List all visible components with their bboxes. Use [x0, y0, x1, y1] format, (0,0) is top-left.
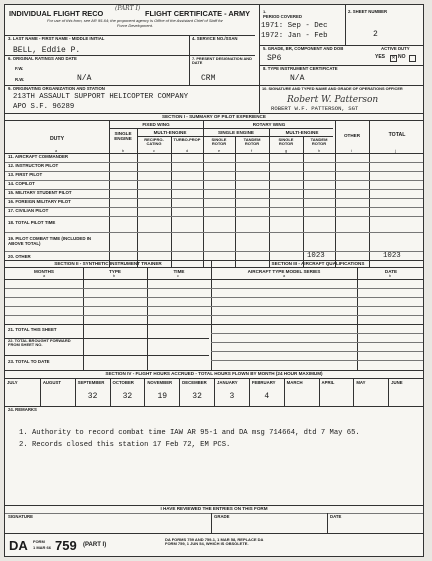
month-cell-october [110, 378, 145, 406]
ratings-label: 6. ORIGINAL RATINGS AND DATE [8, 56, 77, 61]
col-letter-j: j [395, 149, 396, 153]
footer-part: (PART I) [83, 542, 107, 548]
month-cell-december [179, 378, 214, 406]
section3-title: SECTION III - AIRCRAFT QUALIFICATIONS [271, 261, 365, 266]
active-no-checkbox[interactable] [409, 55, 416, 62]
month-cell-january [214, 378, 249, 406]
month-label: MARCH [286, 380, 303, 385]
ops-signature: Robert W. Patterson [287, 95, 379, 105]
instrument-value: N/A [290, 74, 305, 83]
months-header: MONTHS [34, 269, 54, 274]
row-foreign-military-pilot: 16. FOREIGN MILITARY PILOT [8, 199, 71, 204]
remarks-line-1: 1. Authority to record combat time IAW AR 95-1 and DA msg 714664, dtd 7 May 65. [19, 429, 360, 437]
row-total-pilot-time: 18. TOTAL PILOT TIME [8, 220, 56, 225]
footer-form-date: 1 MAR 66 [33, 545, 52, 550]
period-line-1: 1971: Sep - Dec [261, 22, 328, 30]
form-title-left: INDIVIDUAL FLIGHT RECO [9, 9, 104, 18]
footer-form-label: FORM [33, 539, 45, 544]
footer-replaces: DA FORMS 759 AND 759-1, 1 MAR 58, REPLACE DA FORM 759, 1 JUN 54, WHICH IS OBSOLETE. [165, 537, 264, 547]
month-cell-june [388, 378, 423, 406]
sheet-label: 2. SHEET NUMBER [348, 9, 388, 14]
name-value: BELL, Eddie P. [13, 46, 81, 55]
month-label: DECEMBER [182, 380, 207, 385]
active-no: NO [398, 54, 406, 60]
instrument-label: 8. TYPE INSTRUMENT CERTIFICATE [263, 66, 338, 71]
row-pilot-combat-time: 19. PILOT COMBAT TIME (INCLUDED IN ABOVE TOTAL) [8, 236, 92, 246]
row-instructor-pilot: 12. INSTRUCTOR PILOT [8, 163, 59, 168]
rw-label: R.W. [15, 77, 25, 82]
month-cell-april [319, 378, 354, 406]
turbo-prop-header: TURBO-PROP [173, 137, 201, 142]
month-hours: 32 [192, 392, 202, 401]
time-header: TIME [173, 269, 185, 274]
active-yes: YES [375, 54, 386, 60]
col-letter-a: a [55, 149, 58, 153]
signature-field[interactable] [7, 520, 207, 532]
period-line-2: 1972: Jan - Feb [261, 32, 328, 40]
reciprocating-header: RECIPRO-CATING [144, 137, 164, 147]
fw-label: F.W. [15, 66, 24, 71]
month-cell-november [144, 378, 179, 406]
col-letter-b: b [122, 149, 125, 153]
month-cell-july [5, 378, 40, 406]
month-label: MAY [356, 380, 366, 385]
handwritten-part: (PART I) [115, 5, 141, 12]
month-hours: 32 [87, 392, 98, 401]
designation-label: 7. PRESENT DESIGNATION AND DATE [192, 56, 252, 66]
month-cell-february [249, 378, 284, 406]
monthly-hours-row [5, 378, 423, 406]
signature-label: SIGNATURE [8, 514, 33, 519]
fw-multi-engine-header: MULTI-ENGINE [153, 130, 187, 135]
aircraft-type-header: AIRCRAFT TYPE MODEL SERIES [247, 269, 321, 274]
name-label: 3. LAST NAME - FIRST NAME - MIDDLE INITIAL [8, 36, 105, 41]
month-hours: 32 [122, 392, 133, 401]
section1-title: SECTION I - SUMMARY OF PILOT EXPERIENCE [162, 114, 266, 119]
month-hours: 3 [229, 392, 235, 401]
ops-typed-name: ROBERT W.F. PATTERSON, SGT [271, 105, 359, 112]
ops-label: 10. SIGNATURE AND TYPED NAME AND GRADE OF OPERATIONS OFFICER [262, 86, 403, 91]
grade-field-label: GRADE [214, 514, 230, 519]
form-title-right: FLIGHT CERTIFICATE - ARMY [145, 9, 251, 18]
row-first-pilot: 13. FIRST PILOT [8, 172, 43, 177]
date-field-label: DATE [330, 514, 342, 519]
col-letter-c: c [153, 149, 155, 153]
duty-header: DUTY [49, 136, 65, 142]
row-copilot: 14. COPILOT [8, 181, 35, 186]
rw-single-engine-header: SINGLE ENGINE [218, 130, 254, 135]
month-label: JANUARY [217, 380, 238, 385]
col-letter-e: e [218, 149, 221, 153]
remarks-line-2: 2. Records closed this station 17 Feb 72, EM PCS. [19, 441, 231, 449]
col-letter-g: g [285, 149, 288, 153]
other-header: OTHER [343, 133, 361, 138]
section4-title: SECTION IV - FLIGHT HOURS ACCRUED - TOTAL HOURS FLOWN BY MONTH (24 HOUR MAXIMUM) [105, 371, 323, 376]
rotary-wing-header: ROTARY WING [252, 122, 286, 127]
me-tandem-rotor-header: TANDEM ROTOR [310, 137, 328, 147]
active-yes-checkbox[interactable]: ✕ [391, 55, 396, 61]
row-total-brought-forward: 22. TOTAL BROUGHT FORWARD FROM SHEET NO. [8, 338, 71, 348]
fw-single-engine-header: SINGLE ENGINE [114, 131, 132, 142]
active-duty-label: ACTIVE DUTY [381, 46, 410, 51]
section2-title: SECTION II - SYNTHETIC INSTRUMENT TRAINER [54, 261, 162, 266]
footer-form-number: 759 [55, 538, 77, 553]
se-tandem-rotor-header: TANDEM ROTOR [243, 137, 261, 147]
row-other: 20. OTHER [8, 254, 31, 259]
grade-label: 5. GRADE, BR, COMPONENT AND DOB [263, 46, 344, 51]
col-letter-f: f [251, 149, 253, 153]
type-header: TYPE [109, 269, 121, 274]
period-label: PERIOD COVERED [263, 14, 302, 19]
col-letter-d: d [186, 149, 189, 153]
me-single-rotor-header: SINGLE ROTOR [278, 137, 294, 147]
org-line-2: APO S.F. 96289 [13, 103, 75, 111]
other-total-value: 1023 [383, 252, 401, 260]
row-civilian-pilot: 17. CIVILIAN PILOT [8, 208, 49, 213]
row-total-to-date: 23. TOTAL TO DATE [8, 359, 50, 364]
form-note: For use of this form, see AR 95-64; the proponent agency is Office of the Assistant Chief of Staff for Force Development. [47, 18, 223, 28]
month-label: JUNE [391, 380, 403, 385]
certification-statement: I HAVE REVIEWED THE ENTRIES ON THIS FORM [160, 506, 268, 511]
month-cell-august [40, 378, 75, 406]
total-header: TOTAL [388, 132, 406, 138]
month-cell-march [284, 378, 319, 406]
month-hours: 4 [264, 392, 270, 401]
month-hours: 19 [157, 392, 168, 401]
flight-record-form: INDIVIDUAL FLIGHT RECO (PART I) FLIGHT CERTIFICATE - ARMY For use of this form, see AR 95-64; the proponent agency is Office of the Assistant Chief of Staff for Force Development. PERIOD COVERED 1. 1971: Sep - Dec 1972: Jan - Feb 2. SHEET NUMBER 2 3. LAST NAME - FIRST NAME - MIDDLE INITIAL BELL, Eddie P. 4. SERVICE NO./SSAN 5. GRADE, BR, COMPONENT AND DOB SP6 ACTIVE DUTY YES ✕ NO 6. ORIGINAL RATINGS AND DATE F.W. R.W. N/A 7. PRESENT DESIGNATION AND DATE CRM 8. TYPE INSTRUMENT CERTIFICATE N/A 9. ORIGINATING ORGANIZATION AND STATION 213TH ASSAULT SUPPORT HELICOPTER COMPANY APO S.F. 96289 10. SIGNATURE AND TYPED NAME AND GRADE OF OPERATIONS OFFICER Robert W. Patterson ROBERT W.F. PATTERSON, SGT SECTION I - SUMMARY OF PILOT EXPERIENCE DUTY FIXED WING ROTARY WING SINGLE ENGINE MULTI-ENGINE RECIPRO-CATING TURBO-PROP SINGLE ENGINE MULTI-ENGINE SINGLE ROTOR TANDEM ROTOR SINGLE ROTOR TANDEM ROTOR OTHER TOTAL a b c d e f g h i j 11. AIRCRAFT COMMANDER 12. INSTRUCTOR PILOT 13. FIRST PILOT 14. COPILOT 15. MILITARY STUDENT PILOT 16. FOREIGN MILITARY PILOT 17. CIVILIAN PILOT 18. TOTAL PILOT TIME 19. PILOT COMBAT TIME (INCLUDED IN ABOVE TOTAL) 20. OTHER 1023 1023 SECTION II - SYNTHETIC INSTRUMENT TRAINER SECTION III - AIRCRAFT QUALIFICATIONS MONTHS TYPE TIME AIRCRAFT TYPE MODEL SERIES DATE a b c a b 21. TOTAL THIS SHEET 22. TOTAL BROUGHT FORWARD FROM SHEET NO. 23. TOTAL TO DATE SECTION IV - FLIGHT HOURS ACCRUED - TOTAL HOURS FLOWN BY MONTH (24 HOUR MAXIMUM) JULY AUGUST SEPTEMBER 32 OCTOBER 32 NOVEMBER 19 DECEMBER 32 JANUARY 3 FEBRUARY 4 MARCH APRIL MAY JUNE 24. REMARKS 1. Authority to record combat time IAW AR 95-1 and DA msg 714664, dtd 7 May 65. 2. Records closed this station 17 Feb 72, EM PCS. I HAVE REVIEWED THE ENTRIES ON THIS FORM SIGNATURE GRADE DATE DA FORM 1 MAR 66 759 (PART I) DA FORMS 759 AND 759-1, 1 MAR 58, REPLACE DA FORM 759, 1 JUN 54, WHICH IS OBSOLETE. [4, 4, 424, 557]
other-tandem-value: 1023 [307, 252, 325, 260]
fixed-wing-header: FIXED WING [142, 122, 170, 127]
grade-value: SP6 [267, 54, 282, 63]
row-aircraft-commander: 11. AIRCRAFT COMMANDER [8, 154, 69, 159]
designation-value: CRM [201, 74, 216, 83]
month-label: AUGUST [42, 380, 61, 385]
month-label: FEBRUARY [251, 380, 276, 385]
org-line-1: 213TH ASSAULT SUPPORT HELICOPTER COMPANY [13, 93, 189, 101]
rw-multi-engine-header: MULTI-ENGINE [285, 130, 319, 135]
date-header: DATE [384, 269, 398, 274]
month-label: JULY [7, 380, 18, 385]
rw-value: N/A [77, 74, 92, 83]
month-label: SEPTEMBER [77, 380, 105, 385]
service-no-label: 4. SERVICE NO./SSAN [192, 36, 238, 41]
month-cell-may [353, 378, 388, 406]
row-military-student-pilot: 15. MILITARY STUDENT PILOT [8, 190, 72, 195]
month-label: OCTOBER [112, 380, 134, 385]
col-letter-i: i [351, 149, 352, 153]
col-letter-h: h [318, 149, 321, 153]
se-single-rotor-header: SINGLE ROTOR [211, 137, 227, 147]
footer-da: DA [9, 538, 28, 553]
month-label: NOVEMBER [147, 380, 173, 385]
month-cell-september [75, 378, 110, 406]
sheet-value: 2 [373, 30, 378, 39]
remarks-label: 24. REMARKS [8, 407, 37, 412]
org-label: 9. ORIGINATING ORGANIZATION AND STATION [8, 86, 105, 91]
month-label: APRIL [321, 380, 335, 385]
row-total-this-sheet: 21. TOTAL THIS SHEET [8, 327, 57, 332]
